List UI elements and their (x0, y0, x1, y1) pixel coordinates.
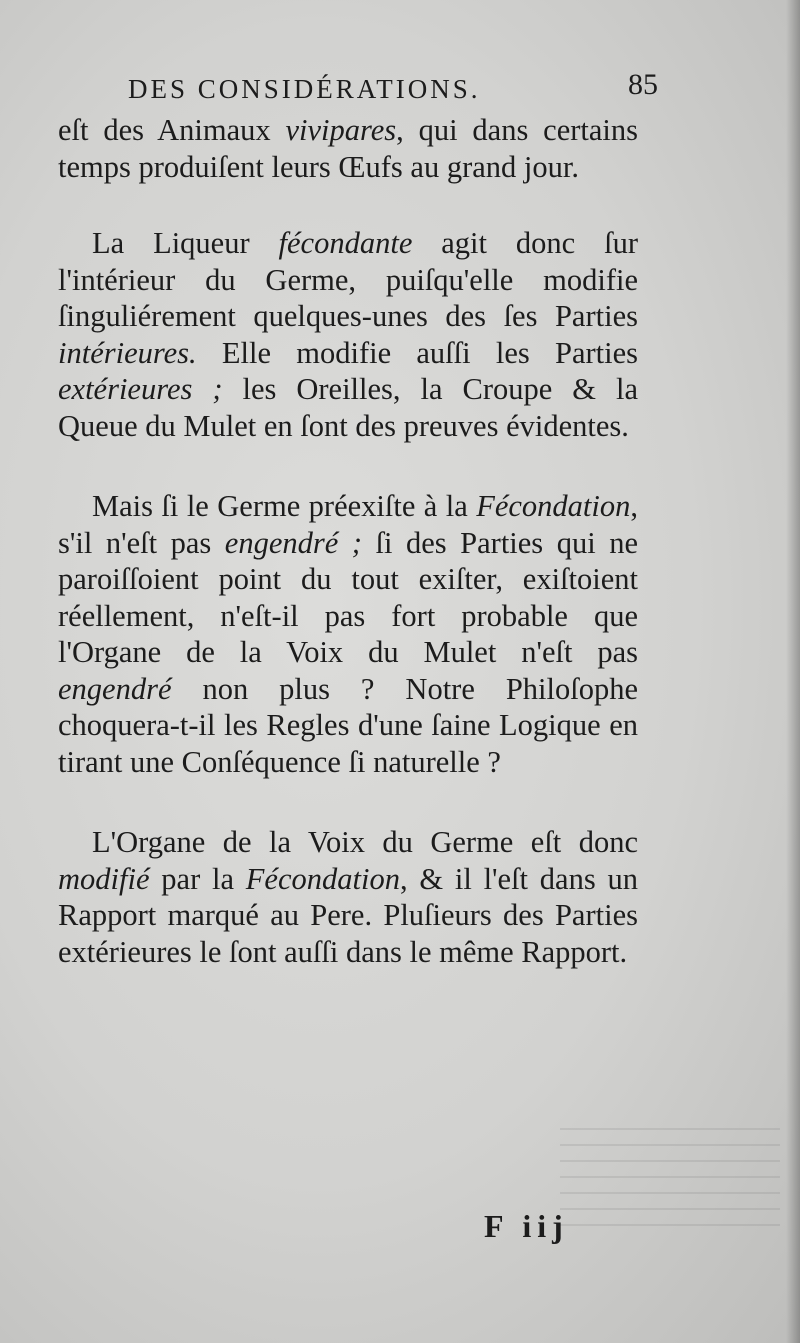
text-segment-italic: intérieures. (58, 335, 197, 370)
running-head: DES CONSIDÉRATIONS. (128, 74, 481, 104)
paragraph-liqueur (58, 225, 638, 444)
text-segment: agit donc ſur l'intérieur du Germe, puiſqu'elle modifie ſinguliérement quelques-unes des ſes Parties (58, 226, 638, 333)
text-segment: les Oreilles, la Croupe & la Queue du Mulet en ſont des preuves évidentes. (58, 372, 638, 443)
text-segment-italic: engendré ; (224, 525, 362, 560)
body-text (58, 112, 638, 970)
text-segment: , s'il n'eſt pas (58, 489, 638, 560)
text-segment: non plus ? Notre Philoſophe choquera-t-il les Regles d'une ſaine Logique en tirant une Conſéquence ſi naturelle ? (58, 671, 638, 779)
text-segment: eſt des Animaux (58, 113, 286, 147)
text-segment: , qui dans certains temps produiſent leurs Œufs au grand jour. (58, 113, 638, 184)
text-segment: Elle modifie auſſi les Parties (196, 335, 638, 370)
text-segment-italic: engendré (58, 671, 172, 706)
paragraph-organe (58, 824, 638, 970)
text-segment-italic: vivipares (285, 113, 397, 147)
text-segment-italic: Fécondation (476, 489, 631, 523)
text-segment-italic: Fécondation (245, 861, 400, 896)
text-segment: par la (149, 861, 246, 896)
text-segment: La Liqueur (92, 226, 279, 260)
text-segment: L'Organe de la Voix du Germe eſt donc (92, 825, 638, 859)
paragraph-continuation (58, 112, 638, 185)
text-segment: , & il l'eſt dans un Rapport marqué au Pere. Pluſieurs des Parties extérieures le ſont auſſi dans le même Rapport. (58, 861, 638, 969)
text-segment-italic: modifié (58, 861, 150, 896)
text-segment: Mais ſi le Germe préexiſte à la (92, 489, 477, 523)
signature-mark: F iij (484, 1208, 569, 1244)
text-segment: ſi des Parties qui ne paroiſſoient point du tout exiſter, exiſtoient réellement, n'eſt-il pas fort probable que l'Organe de la Voix du Mulet n'eſt pas (58, 525, 638, 669)
text-segment-italic: extérieures ; (58, 372, 223, 406)
text-segment-italic: fécondante (278, 226, 413, 260)
page-edge-shadow (786, 0, 800, 1343)
page-header (128, 66, 658, 112)
paragraph-germe (58, 488, 638, 780)
show-through-text (560, 1120, 780, 1240)
page-number: 85 (628, 68, 658, 101)
